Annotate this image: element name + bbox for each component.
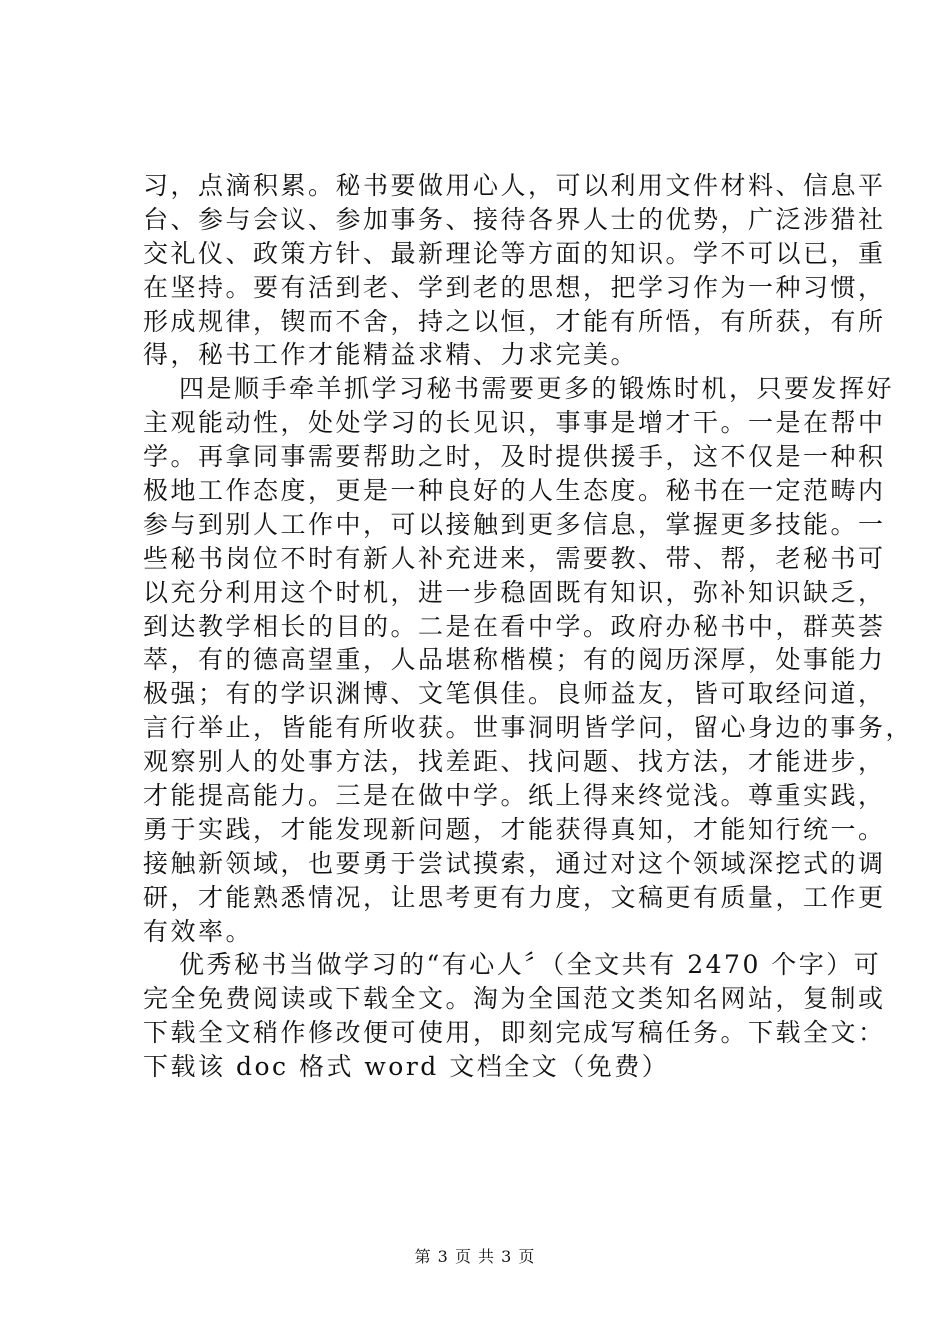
page-number-label: 第 3 页 共 3 页 <box>414 1247 536 1266</box>
paragraph-3-line-4: 下载该 doc 格式 word 文档全文（免费） <box>143 1052 670 1082</box>
paragraph-1-line-2: 台、参与会议、参加事务、接待各界人士的优势，广泛涉猎社 <box>143 204 886 234</box>
paragraph-2-line-3: 学。再拿同事需要帮助之时，及时提供援手，这不仅是一种积 <box>143 442 886 472</box>
paragraph-2-line-11: 言行举止，皆能有所收获。世事洞明皆学问，留心身边的事务， <box>143 713 914 743</box>
paragraph-2-line-4: 极地工作态度，更是一种良好的人生态度。秘书在一定范畴内 <box>143 476 886 506</box>
paragraph-1-line-4: 在坚持。要有活到老、学到老的思想，把学习作为一种习惯， <box>143 272 886 302</box>
paragraph-1-line-6: 得，秘书工作才能精益求精、力求完美。 <box>143 340 639 370</box>
paragraph-2-line-13: 才能提高能力。三是在做中学。纸上得来终觉浅。尊重实践， <box>143 781 886 811</box>
paragraph-3-line-3: 下载全文稍作修改便可使用，即刻完成写稿任务。下载全文： <box>143 1018 886 1048</box>
paragraph-2-line-9: 萃，有的德高望重，人品堪称楷模；有的阅历深厚，处事能力 <box>143 645 886 675</box>
paragraph-1-line-5: 形成规律，锲而不舍，持之以恒，才能有所悟，有所获，有所 <box>143 306 886 336</box>
paragraph-1-line-1: 习，点滴积累。秘书要做用心人，可以利用文件材料、信息平 <box>143 171 886 200</box>
paragraph-2-line-17: 有效率。 <box>143 916 254 946</box>
paragraph-2-line-8: 到达教学相长的目的。二是在看中学。政府办秘书中，群英荟 <box>143 611 886 641</box>
paragraph-2-line-7: 以充分利用这个时机，进一步稳固既有知识，弥补知识缺乏， <box>143 577 886 607</box>
paragraph-2-line-10: 极强；有的学识渊博、文笔俱佳。良师益友，皆可取经问道， <box>143 679 886 709</box>
paragraph-2-line-14: 勇于实践，才能发现新问题，才能获得真知，才能知行统一。 <box>143 814 886 844</box>
paragraph-2-line-16: 研，才能熟悉情况，让思考更有力度，文稿更有质量，工作更 <box>143 882 886 912</box>
paragraph-3-line-2: 完全免费阅读或下载全文。淘为全国范文类知名网站，复制或 <box>143 984 886 1014</box>
paragraph-3-line-1: 优秀秘书当做学习的“有心人〞（全文共有 2470 个字）可 <box>179 950 882 980</box>
document-body <box>143 169 914 1084</box>
page-footer <box>0 1244 950 1267</box>
paragraph-1-line-3: 交礼仪、政策方针、最新理论等方面的知识。学不可以已，重 <box>143 238 886 268</box>
paragraph-2-line-5: 参与到别人工作中，可以接触到更多信息，掌握更多技能。一 <box>143 509 886 539</box>
paragraph-2-line-2: 主观能动性，处处学习的长见识，事事是增才干。一是在帮中 <box>143 408 886 438</box>
paragraph-2-line-12: 观察别人的处事方法，找差距、找问题、找方法，才能进步， <box>143 747 886 777</box>
paragraph-2-line-1: 四是顺手牵羊抓学习秘书需要更多的锻炼时机，只要发挥好 <box>179 374 895 404</box>
paragraph-2-line-6: 些秘书岗位不时有新人补充进来，需要教、带、帮，老秘书可 <box>143 543 886 573</box>
paragraph-2-line-15: 接触新领域，也要勇于尝试摸索，通过对这个领域深挖式的调 <box>143 848 886 878</box>
